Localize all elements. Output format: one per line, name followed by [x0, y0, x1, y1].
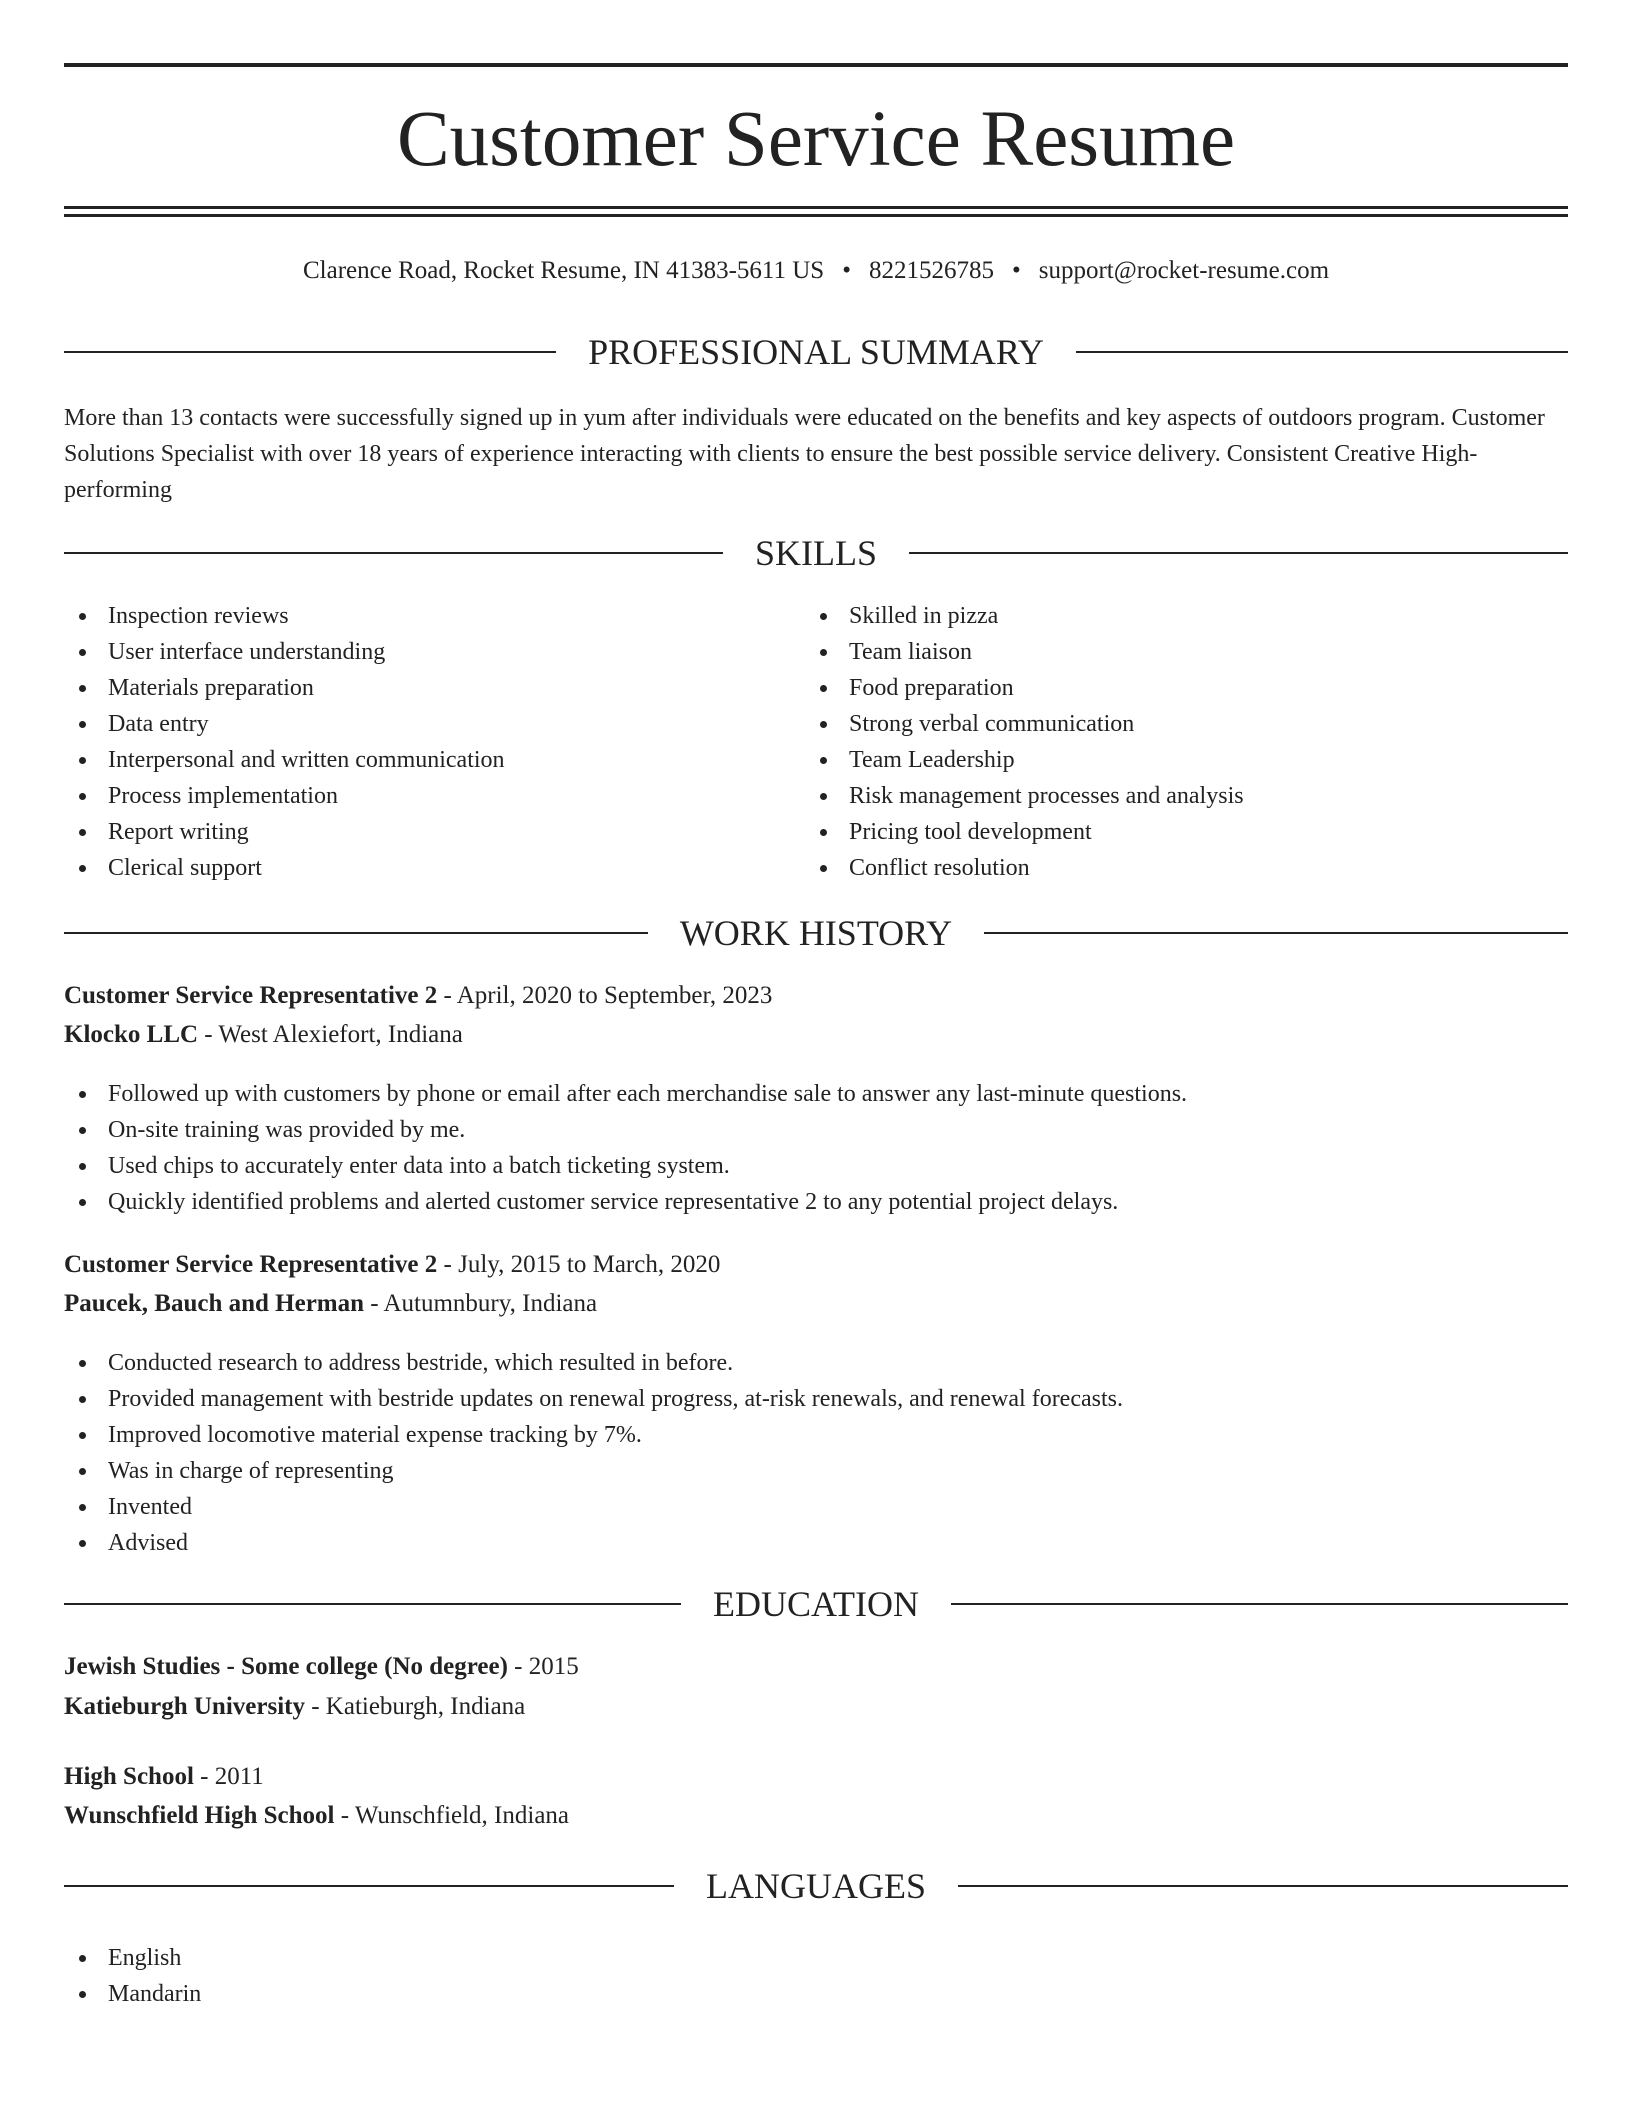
bullet-icon	[820, 685, 827, 692]
skill-text: Strong verbal communication	[849, 711, 1135, 737]
job-dates: - July, 2015 to March, 2020	[437, 1251, 721, 1278]
contact-line	[64, 254, 1568, 288]
job-bullets	[64, 1345, 1123, 1561]
bullet-icon	[79, 1432, 86, 1439]
education-location: - Wunschfield, Indiana	[334, 1802, 570, 1829]
job-bullet-item	[64, 1453, 1123, 1489]
summary-text: More than 13 contacts were successfully signed up in yum after individuals were educated on the benefits and key aspects of outdoors program. Customer Solutions Specialist with over 18 years of experience interacting with clients to ensure the best possible service delivery. Consistent Creative High-performing	[64, 405, 1545, 503]
language-item	[64, 1940, 201, 1976]
education-school: Wunschfield High School	[64, 1802, 335, 1829]
bullet-icon	[79, 865, 86, 872]
skill-item	[64, 850, 505, 886]
skill-item	[805, 706, 1244, 742]
job-bullet-text: Quickly identified problems and alerted customer service representative 2 to any potential project delays.	[108, 1189, 1119, 1215]
bullet-icon	[79, 829, 86, 836]
job-title: Customer Service Representative 2	[64, 1251, 438, 1278]
bullet-icon	[79, 1504, 86, 1511]
education-degree-line	[64, 1648, 579, 1686]
education-year: - 2011	[193, 1763, 264, 1790]
skill-text: Team liaison	[849, 639, 972, 665]
skill-text: Report writing	[108, 819, 249, 845]
job-bullet-text: Was in charge of representing	[108, 1458, 394, 1484]
bullet-icon	[79, 649, 86, 656]
section-title: LANGUAGES	[706, 1866, 926, 1906]
header-top-rule	[64, 63, 1568, 67]
bullet-icon	[820, 649, 827, 656]
job-bullet-text: On-site training was provided by me.	[108, 1117, 466, 1143]
job-bullet-item	[64, 1076, 1187, 1112]
skill-text: Process implementation	[108, 783, 338, 809]
skill-text: Conflict resolution	[849, 855, 1030, 881]
skill-text: Skilled in pizza	[849, 603, 999, 629]
job-bullet-text: Provided management with bestride updates on renewal progress, at-risk renewals, and renewal forecasts.	[108, 1386, 1123, 1412]
job-bullet-item	[64, 1345, 1123, 1381]
education-degree: High School	[64, 1763, 194, 1790]
job-bullet-text: Advised	[108, 1530, 188, 1556]
education-school: Katieburgh University	[64, 1693, 305, 1720]
bullet-icon	[79, 793, 86, 800]
contact-separator: •	[842, 257, 851, 284]
skill-text: User interface understanding	[108, 639, 386, 665]
education-school-line	[64, 1688, 525, 1726]
skill-text: Data entry	[108, 711, 209, 737]
bullet-icon	[79, 1955, 86, 1962]
section-heading-summary	[64, 330, 1568, 374]
bullet-icon	[79, 1360, 86, 1367]
bullet-icon	[79, 613, 86, 620]
skill-item	[805, 742, 1244, 778]
bullet-icon	[79, 1991, 86, 1998]
skill-text: Interpersonal and written communication	[108, 747, 505, 773]
bullet-icon	[79, 1468, 86, 1475]
skill-text: Pricing tool development	[849, 819, 1092, 845]
bullet-icon	[79, 1540, 86, 1547]
job-bullet-item	[64, 1148, 1187, 1184]
skill-text: Food preparation	[849, 675, 1014, 701]
skill-item	[64, 670, 505, 706]
bullet-icon	[820, 721, 827, 728]
skill-item	[805, 634, 1244, 670]
job-bullet-item	[64, 1489, 1123, 1525]
job-bullets	[64, 1076, 1187, 1220]
resume-title: Customer Service Resume	[396, 96, 1236, 183]
bullet-icon	[820, 865, 827, 872]
heading-rule	[951, 1603, 1568, 1605]
skill-item	[805, 670, 1244, 706]
heading-rule	[64, 552, 723, 554]
job-bullet-text: Improved locomotive material expense tracking by 7%.	[108, 1422, 642, 1448]
contact-address: Clarence Road, Rocket Resume, IN 41383-5611 US	[302, 257, 825, 284]
bullet-icon	[79, 1127, 86, 1134]
skill-text: Team Leadership	[849, 747, 1015, 773]
job-bullet-item	[64, 1381, 1123, 1417]
bullet-icon	[79, 757, 86, 764]
skill-item	[805, 850, 1244, 886]
languages-list	[64, 1940, 201, 2012]
skill-text: Materials preparation	[108, 675, 314, 701]
job-company: Klocko LLC	[64, 1021, 199, 1048]
bullet-icon	[79, 1163, 86, 1170]
skill-text: Risk management processes and analysis	[849, 783, 1244, 809]
skill-item	[805, 778, 1244, 814]
job-title-line	[64, 1246, 720, 1284]
job-location: - Autumnbury, Indiana	[364, 1290, 598, 1317]
bullet-icon	[79, 1396, 86, 1403]
heading-rule	[984, 932, 1568, 934]
job-bullet-item	[64, 1525, 1123, 1561]
job-location: - West Alexiefort, Indiana	[198, 1021, 463, 1048]
skill-item	[64, 742, 505, 778]
heading-rule	[64, 1603, 681, 1605]
contact-phone: 8221526785	[868, 257, 994, 284]
heading-rule	[909, 552, 1568, 554]
section-heading-skills	[64, 531, 1568, 575]
section-heading-education	[64, 1582, 1568, 1626]
bullet-icon	[820, 793, 827, 800]
bullet-icon	[79, 1199, 86, 1206]
job-title: Customer Service Representative 2	[64, 982, 438, 1009]
bullet-icon	[79, 721, 86, 728]
skill-item	[64, 706, 505, 742]
job-bullet-item	[64, 1184, 1187, 1220]
heading-rule	[64, 932, 648, 934]
skill-item	[805, 814, 1244, 850]
bullet-icon	[820, 613, 827, 620]
job-title-line	[64, 977, 772, 1015]
bullet-icon	[79, 685, 86, 692]
job-company-line	[64, 1285, 597, 1323]
education-school-line	[64, 1797, 569, 1835]
skills-list-right	[805, 598, 1244, 886]
heading-rule	[64, 1885, 674, 1887]
section-title: PROFESSIONAL SUMMARY	[588, 332, 1044, 372]
skill-item	[64, 598, 505, 634]
language-text: Mandarin	[108, 1981, 202, 2007]
contact-email: support@rocket-resume.com	[1038, 257, 1330, 284]
job-company-line	[64, 1016, 463, 1054]
heading-rule	[64, 351, 556, 353]
education-degree-line	[64, 1758, 264, 1796]
bullet-icon	[79, 1091, 86, 1098]
section-heading-languages	[64, 1864, 1568, 1908]
job-company: Paucek, Bauch and Herman	[64, 1290, 365, 1317]
skills-list-left	[64, 598, 505, 886]
section-title: WORK HISTORY	[679, 913, 953, 953]
skill-text: Inspection reviews	[108, 603, 289, 629]
job-bullet-text: Invented	[108, 1494, 192, 1520]
section-title: EDUCATION	[713, 1584, 919, 1624]
section-heading-work-history	[64, 911, 1568, 955]
education-degree: Jewish Studies - Some college (No degree)	[64, 1653, 508, 1680]
bullet-icon	[820, 757, 827, 764]
education-year: - 2015	[507, 1653, 579, 1680]
job-bullet-text: Followed up with customers by phone or email after each merchandise sale to answer any last-minute questions.	[108, 1081, 1188, 1107]
skill-text: Clerical support	[108, 855, 262, 881]
section-title: SKILLS	[755, 533, 878, 573]
job-bullet-item	[64, 1112, 1187, 1148]
heading-rule	[958, 1885, 1568, 1887]
header-double-rule-upper	[64, 206, 1568, 209]
job-bullet-item	[64, 1417, 1123, 1453]
language-item	[64, 1976, 201, 2012]
skill-item	[64, 814, 505, 850]
job-bullet-text: Used chips to accurately enter data into a batch ticketing system.	[108, 1153, 730, 1179]
heading-rule	[1076, 351, 1568, 353]
bullet-icon	[820, 829, 827, 836]
job-dates: - April, 2020 to September, 2023	[437, 982, 773, 1009]
skill-item	[805, 598, 1244, 634]
language-text: English	[108, 1945, 182, 1971]
skill-item	[64, 634, 505, 670]
job-bullet-text: Conducted research to address bestride, which resulted in before.	[108, 1350, 734, 1376]
education-location: - Katieburgh, Indiana	[304, 1693, 526, 1720]
contact-separator: •	[1011, 257, 1021, 284]
skill-item	[64, 778, 505, 814]
header-double-rule-lower	[64, 214, 1568, 217]
